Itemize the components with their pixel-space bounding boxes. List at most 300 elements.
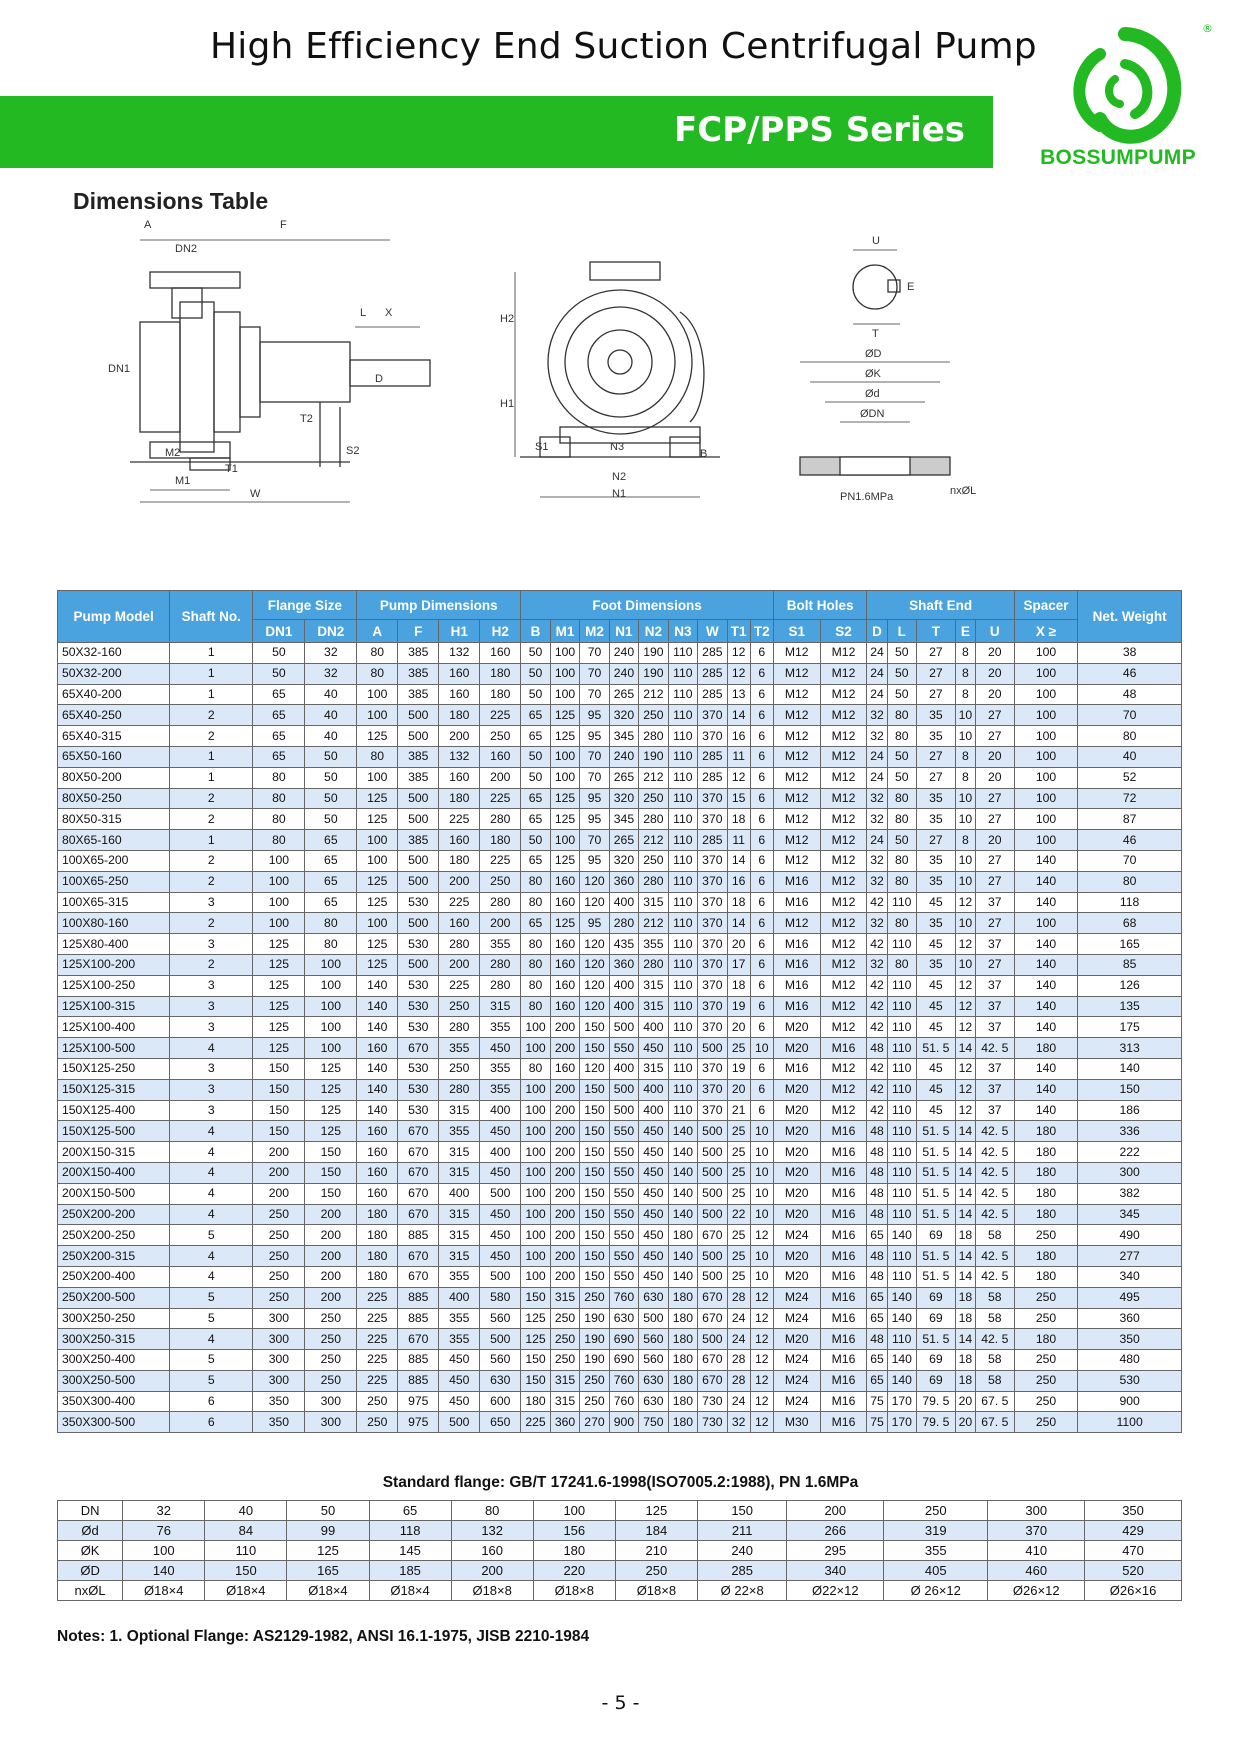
table-cell: 42. 5 — [975, 1329, 1014, 1350]
table-cell: 400 — [480, 1142, 521, 1163]
table-cell: 125 — [357, 934, 398, 955]
flange-cell: 156 — [533, 1521, 615, 1541]
table-cell: 355 — [480, 1017, 521, 1038]
table-cell: 277 — [1078, 1246, 1182, 1267]
table-cell: 500 — [480, 1329, 521, 1350]
table-cell: 24 — [867, 684, 887, 705]
table-cell: 125 — [357, 892, 398, 913]
table-cell: 250 — [253, 1266, 305, 1287]
table-cell: 68 — [1078, 913, 1182, 934]
table-cell: 80 — [887, 850, 916, 871]
table-cell: 125 — [550, 788, 579, 809]
table-cell: 100 — [1014, 643, 1078, 664]
table-cell: 140 — [887, 1287, 916, 1308]
table-cell: 38 — [1078, 643, 1182, 664]
table-row — [58, 1308, 1182, 1329]
table-cell: 355 — [480, 1058, 521, 1079]
table-cell: 450 — [639, 1246, 668, 1267]
flange-cell: 110 — [205, 1541, 287, 1561]
table-cell: 80X50-315 — [58, 809, 170, 830]
table-cell: 50 — [887, 746, 916, 767]
table-cell: M16 — [820, 1162, 867, 1183]
table-cell: M16 — [820, 1287, 867, 1308]
table-cell: 212 — [639, 684, 668, 705]
table-cell: 250 — [357, 1391, 398, 1412]
table-cell: 50 — [305, 746, 357, 767]
table-cell: 280 — [639, 954, 668, 975]
table-cell: 65X40-200 — [58, 684, 170, 705]
table-cell: 190 — [580, 1350, 609, 1371]
table-row — [58, 1266, 1182, 1287]
table-cell: 285 — [698, 643, 727, 664]
table-cell: 65 — [253, 705, 305, 726]
table-cell: 80X50-200 — [58, 767, 170, 788]
table-cell: 80 — [357, 663, 398, 684]
table-cell: 80 — [253, 767, 305, 788]
table-cell: 100 — [521, 1225, 550, 1246]
table-cell: 6 — [750, 975, 773, 996]
table-row — [58, 643, 1182, 664]
flange-row — [58, 1541, 1182, 1561]
flange-cell: 470 — [1085, 1541, 1182, 1561]
col-0: DN1 — [253, 620, 305, 643]
table-row — [58, 871, 1182, 892]
table-cell: 4 — [170, 1121, 253, 1142]
table-row — [58, 767, 1182, 788]
table-cell: M12 — [820, 850, 867, 871]
table-cell: 200 — [480, 767, 521, 788]
table-cell: 315 — [439, 1246, 480, 1267]
table-cell: 500 — [439, 1412, 480, 1433]
table-cell: 65 — [521, 726, 550, 747]
table-cell: 550 — [609, 1038, 638, 1059]
table-cell: 225 — [357, 1370, 398, 1391]
flange-cell: Ø18×8 — [533, 1581, 615, 1601]
table-cell: 150 — [580, 1162, 609, 1183]
table-cell: M16 — [820, 1121, 867, 1142]
table-cell: 80 — [253, 788, 305, 809]
table-cell: 14 — [955, 1162, 975, 1183]
table-cell: M12 — [820, 1100, 867, 1121]
flange-cell: 160 — [451, 1541, 533, 1561]
table-cell: 160 — [550, 892, 579, 913]
table-cell: 180 — [439, 788, 480, 809]
table-cell: 110 — [887, 934, 916, 955]
table-cell: 10 — [750, 1183, 773, 1204]
table-cell: 670 — [398, 1121, 439, 1142]
table-cell: 67. 5 — [975, 1412, 1014, 1433]
table-cell: 370 — [698, 892, 727, 913]
table-cell: 550 — [609, 1121, 638, 1142]
table-cell: M16 — [820, 1038, 867, 1059]
series-label: FCP/PPS Series — [674, 110, 965, 150]
dim-s2: S2 — [346, 445, 360, 457]
table-cell: 51. 5 — [916, 1162, 955, 1183]
dim-d: D — [375, 373, 383, 385]
table-cell: 300X250-315 — [58, 1329, 170, 1350]
dim-e: E — [907, 281, 915, 293]
dim-od: ØD — [865, 348, 882, 360]
table-cell: 58 — [975, 1370, 1014, 1391]
flange-cell: 184 — [615, 1521, 697, 1541]
table-cell: 65 — [305, 871, 357, 892]
table-cell: 315 — [550, 1287, 579, 1308]
table-cell: 12 — [750, 1350, 773, 1371]
table-cell: 125X100-500 — [58, 1038, 170, 1059]
table-cell: 2 — [170, 788, 253, 809]
table-cell: 100 — [550, 746, 579, 767]
col-22: X ≥ — [1014, 620, 1078, 643]
table-cell: 370 — [698, 809, 727, 830]
flange-cell: 140 — [123, 1561, 205, 1581]
table-cell: 42 — [867, 1017, 887, 1038]
table-cell: 21 — [727, 1100, 750, 1121]
table-cell: M12 — [820, 643, 867, 664]
table-cell: 72 — [1078, 788, 1182, 809]
table-cell: M20 — [773, 1329, 820, 1350]
table-cell: 35 — [916, 913, 955, 934]
table-cell: M12 — [820, 934, 867, 955]
flange-row — [58, 1521, 1182, 1541]
table-cell: 87 — [1078, 809, 1182, 830]
table-cell: 200X150-315 — [58, 1142, 170, 1163]
table-cell: M16 — [820, 1308, 867, 1329]
table-cell: 48 — [867, 1246, 887, 1267]
table-cell: 160 — [550, 975, 579, 996]
flange-cell: 76 — [123, 1521, 205, 1541]
table-cell: 382 — [1078, 1183, 1182, 1204]
table-cell: 300X250-400 — [58, 1350, 170, 1371]
table-cell: 250 — [253, 1246, 305, 1267]
table-cell: 35 — [916, 726, 955, 747]
table-cell: 27 — [975, 726, 1014, 747]
table-cell: 160 — [357, 1183, 398, 1204]
table-cell: 18 — [955, 1287, 975, 1308]
table-cell: 69 — [916, 1225, 955, 1246]
table-cell: 50 — [887, 684, 916, 705]
table-cell: 27 — [916, 663, 955, 684]
table-cell: 52 — [1078, 767, 1182, 788]
table-cell: 95 — [580, 809, 609, 830]
table-row — [58, 746, 1182, 767]
table-cell: 48 — [867, 1142, 887, 1163]
table-cell: 370 — [698, 871, 727, 892]
table-cell: 150 — [1078, 1079, 1182, 1100]
table-cell: 24 — [727, 1391, 750, 1412]
table-cell: 550 — [609, 1204, 638, 1225]
flange-cell: 355 — [884, 1541, 988, 1561]
table-cell: 530 — [398, 1100, 439, 1121]
table-cell: 285 — [698, 830, 727, 851]
table-cell: 180 — [1014, 1162, 1078, 1183]
table-cell: 225 — [439, 809, 480, 830]
table-cell: 8 — [955, 746, 975, 767]
col-12: W — [698, 620, 727, 643]
table-cell: M16 — [773, 892, 820, 913]
table-cell: M12 — [820, 913, 867, 934]
table-row — [58, 1246, 1182, 1267]
table-cell: 140 — [357, 1079, 398, 1100]
table-cell: 6 — [750, 996, 773, 1017]
table-cell: 79. 5 — [916, 1412, 955, 1433]
table-cell: 110 — [668, 850, 697, 871]
table-cell: 250 — [305, 1329, 357, 1350]
dim-m2: M2 — [165, 447, 181, 459]
table-cell: 100 — [305, 1017, 357, 1038]
table-cell: 110 — [887, 1246, 916, 1267]
table-cell: 12 — [750, 1225, 773, 1246]
table-cell: 180 — [1014, 1329, 1078, 1350]
table-cell: 500 — [698, 1204, 727, 1225]
table-cell: 370 — [698, 726, 727, 747]
table-cell: 50 — [887, 767, 916, 788]
table-cell: 2 — [170, 809, 253, 830]
table-cell: 65 — [867, 1287, 887, 1308]
table-cell: 32 — [305, 643, 357, 664]
table-cell: 125 — [305, 1121, 357, 1142]
table-cell: 6 — [750, 788, 773, 809]
table-cell: 160 — [357, 1142, 398, 1163]
table-cell: 200 — [550, 1142, 579, 1163]
table-row — [58, 1225, 1182, 1246]
table-cell: 550 — [609, 1162, 638, 1183]
table-cell: M16 — [820, 1412, 867, 1433]
table-cell: 550 — [609, 1142, 638, 1163]
table-cell: 125 — [550, 726, 579, 747]
table-cell: M20 — [773, 1162, 820, 1183]
table-cell: 250X200-200 — [58, 1204, 170, 1225]
table-cell: 530 — [398, 1017, 439, 1038]
table-cell: 110 — [887, 1017, 916, 1038]
page-title: High Efficiency End Suction Centrifugal Pump — [210, 26, 1037, 67]
table-cell: 100 — [550, 663, 579, 684]
table-cell: 12 — [955, 975, 975, 996]
dim-t2: T2 — [300, 413, 313, 425]
table-cell: 180 — [668, 1308, 697, 1329]
table-cell: 170 — [887, 1412, 916, 1433]
table-cell: 975 — [398, 1412, 439, 1433]
table-cell: 32 — [867, 726, 887, 747]
table-cell: 140 — [1014, 1079, 1078, 1100]
table-cell: M12 — [820, 871, 867, 892]
table-cell: 85 — [1078, 954, 1182, 975]
table-cell: 6 — [750, 1017, 773, 1038]
table-cell: 110 — [887, 1142, 916, 1163]
table-cell: 140 — [357, 1100, 398, 1121]
table-cell: 2 — [170, 726, 253, 747]
table-cell: 14 — [955, 1329, 975, 1350]
table-cell: 6 — [750, 1058, 773, 1079]
table-cell: 315 — [639, 892, 668, 913]
table-cell: 27 — [916, 684, 955, 705]
dim-dn2: DN2 — [175, 243, 198, 255]
table-cell: 140 — [1014, 850, 1078, 871]
flange-cell: Ø 26×12 — [884, 1581, 988, 1601]
table-cell: 280 — [480, 975, 521, 996]
table-cell: 46 — [1078, 830, 1182, 851]
table-cell: 48 — [867, 1121, 887, 1142]
table-cell: 180 — [1014, 1204, 1078, 1225]
table-cell: 315 — [439, 1225, 480, 1246]
table-cell: 560 — [480, 1350, 521, 1371]
table-cell: 670 — [698, 1287, 727, 1308]
table-cell: M12 — [773, 788, 820, 809]
table-cell: M12 — [773, 705, 820, 726]
table-cell: 110 — [668, 954, 697, 975]
table-cell: 360 — [609, 871, 638, 892]
table-cell: M12 — [773, 663, 820, 684]
table-cell: 10 — [955, 705, 975, 726]
table-cell: 45 — [916, 1079, 955, 1100]
table-cell: 150X125-400 — [58, 1100, 170, 1121]
table-cell: 12 — [955, 934, 975, 955]
table-cell: 690 — [609, 1350, 638, 1371]
table-cell: 355 — [439, 1308, 480, 1329]
table-cell: 6 — [750, 663, 773, 684]
table-cell: 27 — [975, 809, 1014, 830]
table-cell: 1 — [170, 684, 253, 705]
table-cell: 50 — [521, 663, 550, 684]
table-cell: 110 — [668, 746, 697, 767]
table-cell: 45 — [916, 934, 955, 955]
table-cell: 885 — [398, 1350, 439, 1371]
table-cell: 200X150-400 — [58, 1162, 170, 1183]
table-cell: 355 — [439, 1038, 480, 1059]
table-cell: 80 — [1078, 726, 1182, 747]
table-cell: 110 — [887, 1204, 916, 1225]
col-foot-dimensions: Foot Dimensions — [521, 591, 774, 620]
table-cell: 250 — [580, 1370, 609, 1391]
table-cell: 100 — [550, 830, 579, 851]
table-cell: 250 — [1014, 1225, 1078, 1246]
table-cell: 355 — [439, 1266, 480, 1287]
table-cell: 280 — [480, 892, 521, 913]
table-row — [58, 1079, 1182, 1100]
table-cell: 110 — [887, 996, 916, 1017]
table-cell: 200 — [439, 954, 480, 975]
table-cell: 315 — [439, 1142, 480, 1163]
table-cell: 51. 5 — [916, 1204, 955, 1225]
flange-cell: 429 — [1085, 1521, 1182, 1541]
table-cell: 560 — [639, 1350, 668, 1371]
table-cell: 280 — [480, 954, 521, 975]
table-cell: M20 — [773, 1017, 820, 1038]
table-cell: 3 — [170, 975, 253, 996]
flange-cell: ØD — [58, 1561, 123, 1581]
table-cell: 5 — [170, 1287, 253, 1308]
table-cell: 80 — [357, 643, 398, 664]
table-cell: M12 — [773, 767, 820, 788]
table-cell: 315 — [639, 975, 668, 996]
table-cell: 100 — [521, 1246, 550, 1267]
table-row — [58, 705, 1182, 726]
table-cell: 250X200-500 — [58, 1287, 170, 1308]
table-cell: 65 — [305, 850, 357, 871]
table-cell: 150X125-315 — [58, 1079, 170, 1100]
table-cell: 100 — [1014, 809, 1078, 830]
table-row — [58, 663, 1182, 684]
flange-cell: 40 — [205, 1501, 287, 1521]
table-cell: 140 — [1078, 1058, 1182, 1079]
table-cell: 670 — [698, 1350, 727, 1371]
table-cell: 42. 5 — [975, 1121, 1014, 1142]
table-cell: 75 — [867, 1391, 887, 1412]
table-cell: 500 — [398, 705, 439, 726]
table-cell: 51. 5 — [916, 1329, 955, 1350]
table-cell: 24 — [727, 1308, 750, 1329]
table-cell: 12 — [727, 663, 750, 684]
table-cell: 100 — [521, 1017, 550, 1038]
table-cell: 27 — [916, 643, 955, 664]
table-cell: 100X80-160 — [58, 913, 170, 934]
table-cell: 125 — [253, 954, 305, 975]
table-row — [58, 975, 1182, 996]
table-cell: 760 — [609, 1287, 638, 1308]
table-cell: 100 — [1014, 726, 1078, 747]
table-cell: 212 — [639, 767, 668, 788]
table-cell: 500 — [698, 1183, 727, 1204]
table-cell: 250 — [1014, 1412, 1078, 1433]
table-cell: 27 — [975, 871, 1014, 892]
table-cell: 450 — [639, 1162, 668, 1183]
table-cell: 180 — [668, 1350, 697, 1371]
flange-cell: 200 — [787, 1501, 884, 1521]
table-cell: 180 — [1014, 1142, 1078, 1163]
table-cell: 370 — [698, 913, 727, 934]
table-cell: M20 — [773, 1100, 820, 1121]
table-cell: 975 — [398, 1391, 439, 1412]
table-cell: 5 — [170, 1370, 253, 1391]
table-cell: 37 — [975, 1017, 1014, 1038]
table-cell: 670 — [398, 1142, 439, 1163]
table-cell: 6 — [170, 1391, 253, 1412]
table-cell: 450 — [639, 1266, 668, 1287]
table-cell: 285 — [698, 663, 727, 684]
table-cell: 315 — [639, 996, 668, 1017]
table-cell: 500 — [698, 1266, 727, 1287]
table-cell: 560 — [639, 1329, 668, 1350]
flange-cell: 125 — [287, 1541, 369, 1561]
table-cell: M12 — [773, 913, 820, 934]
table-cell: 50 — [521, 684, 550, 705]
table-cell: 355 — [439, 1329, 480, 1350]
table-cell: 200 — [439, 871, 480, 892]
table-cell: M30 — [773, 1412, 820, 1433]
table-cell: 51. 5 — [916, 1183, 955, 1204]
table-cell: 100 — [253, 871, 305, 892]
table-cell: 118 — [1078, 892, 1182, 913]
table-cell: 80 — [887, 913, 916, 934]
table-cell: 24 — [867, 663, 887, 684]
table-cell: 530 — [398, 1079, 439, 1100]
table-cell: 885 — [398, 1370, 439, 1391]
table-cell: 6 — [750, 830, 773, 851]
table-cell: 70 — [580, 767, 609, 788]
table-cell: 160 — [357, 1121, 398, 1142]
table-cell: M16 — [820, 1391, 867, 1412]
table-cell: 32 — [867, 871, 887, 892]
flange-cell: 80 — [451, 1501, 533, 1521]
table-cell: 125 — [357, 954, 398, 975]
table-cell: 190 — [639, 746, 668, 767]
dim-n2: N2 — [612, 471, 627, 483]
table-cell: 180 — [357, 1266, 398, 1287]
table-cell: 24 — [867, 746, 887, 767]
table-cell: 12 — [750, 1329, 773, 1350]
table-cell: 315 — [439, 1204, 480, 1225]
table-cell: 180 — [1014, 1246, 1078, 1267]
table-row — [58, 1183, 1182, 1204]
